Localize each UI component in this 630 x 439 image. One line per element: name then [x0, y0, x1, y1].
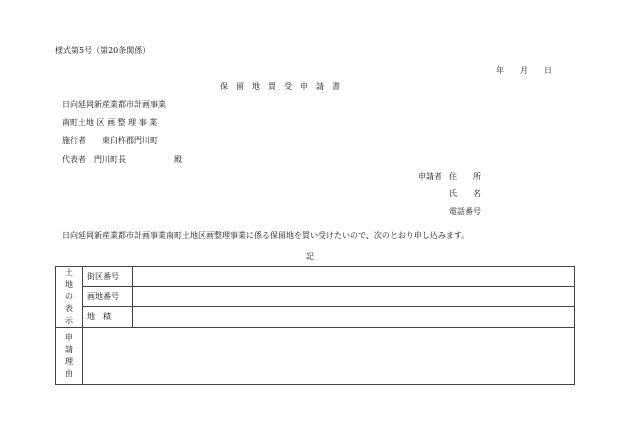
area-field[interactable] — [133, 306, 575, 327]
reason-field[interactable] — [83, 328, 575, 385]
ki-heading: 記 — [306, 252, 314, 261]
reason-label: 申請理由 — [65, 333, 73, 378]
form-number: 様式第5号（第20条関係） — [55, 46, 151, 55]
land-display-table — [55, 266, 575, 385]
block-number-field[interactable] — [133, 267, 575, 287]
lot-number-label: 画地番号 — [83, 286, 133, 306]
land-display-label-cell — [56, 267, 83, 328]
date-line: 年 月 日 — [496, 66, 552, 75]
representative-label: 代表者 — [62, 155, 86, 164]
lot-number-field[interactable] — [133, 286, 575, 306]
executor-label: 施行者 — [62, 136, 86, 145]
reason-label-cell — [56, 328, 83, 385]
document-title: 保 留 地 買 受 申 請 書 — [220, 82, 340, 91]
address-label: 住 所 — [449, 172, 481, 181]
land-display-label: 土地の表示 — [65, 268, 73, 325]
name-label: 氏 名 — [449, 189, 481, 198]
applicant-label: 申請者 — [418, 172, 442, 181]
application-statement: 日向延岡新産業都市計画事業南町土地区画整理事業に係る保留地を買い受けたいので、次のとおり申し込みます。 — [62, 231, 470, 240]
block-number-label: 街区番号 — [83, 267, 133, 287]
executor-value: 東臼杵郡門川町 — [102, 136, 158, 145]
addressee-line-1: 日向延岡新産業都市計画事業 — [62, 100, 166, 109]
area-label: 地 積 — [83, 306, 133, 327]
addressee-line-2: 南町土地 区 画 整 理 事 業 — [62, 118, 158, 127]
phone-label: 電話番号 — [449, 207, 481, 216]
representative-value: 門川町長 — [94, 155, 126, 164]
honorific: 殿 — [174, 155, 182, 164]
